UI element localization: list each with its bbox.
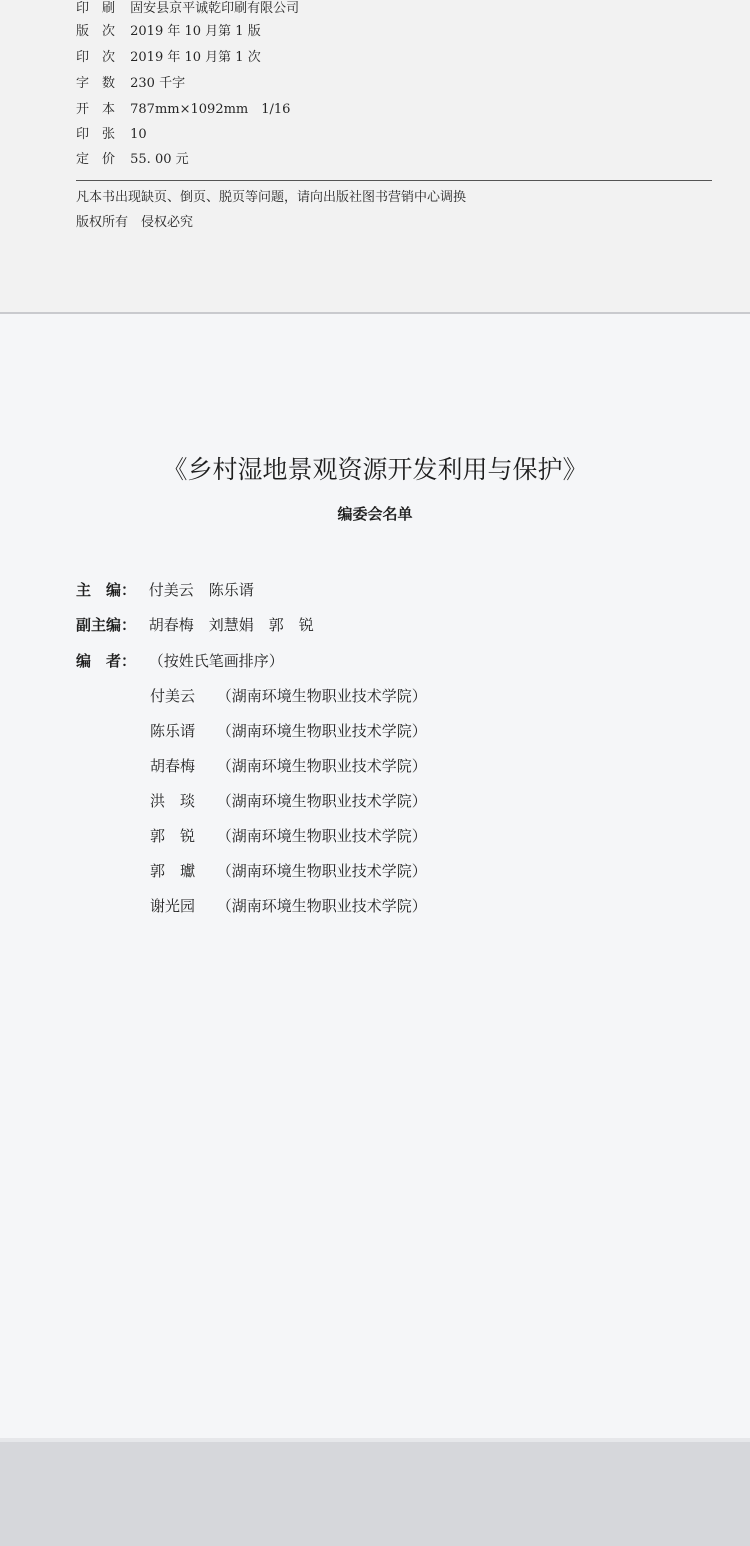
member-name: 谢光园 xyxy=(150,897,196,915)
member-name: 付美云 xyxy=(150,687,196,705)
committee-subtitle: 编委会名单 xyxy=(337,505,413,523)
member-name: 郭 瓛 xyxy=(150,862,196,880)
member-affiliation: （湖南环境生物职业技术学院） xyxy=(216,862,427,880)
role-value: （按姓氏笔画排序） xyxy=(148,652,284,670)
cip-label: 开 本 xyxy=(76,102,116,117)
cip-value: 2019 年 10 月第 1 次 xyxy=(130,50,261,65)
cip-row-printer xyxy=(76,0,299,18)
role-value: 胡春梅 刘慧娟 郭 锐 xyxy=(148,616,314,634)
cip-label: 印 张 xyxy=(76,127,116,142)
cip-row-impression xyxy=(76,49,261,67)
list-item xyxy=(150,684,427,708)
editors-row xyxy=(76,649,284,673)
member-affiliation: （湖南环境生物职业技术学院） xyxy=(216,792,427,810)
replacement-notice: 凡本书出现缺页、倒页、脱页等问题，请向出版社图书营销中心调换 xyxy=(76,190,467,205)
book-title: 《乡村湿地景观资源开发利用与保护》 xyxy=(162,455,588,484)
cip-label: 字 数 xyxy=(76,76,116,91)
cip-row-edition xyxy=(76,23,261,41)
cip-value: 787mm×1092mm 1/16 xyxy=(130,102,291,117)
cip-row-sheets xyxy=(76,126,147,144)
list-item xyxy=(150,719,427,743)
member-name: 胡春梅 xyxy=(150,757,196,775)
divider xyxy=(76,180,712,181)
member-affiliation: （湖南环境生物职业技术学院） xyxy=(216,722,427,740)
member-name: 郭 锐 xyxy=(150,827,196,845)
member-affiliation: （湖南环境生物职业技术学院） xyxy=(216,827,427,845)
cip-value: 2019 年 10 月第 1 版 xyxy=(130,24,261,39)
role-label: 主 编： xyxy=(76,581,137,599)
member-affiliation: （湖南环境生物职业技术学院） xyxy=(216,897,427,915)
cip-value: 230 千字 xyxy=(130,76,186,91)
member-name: 陈乐谞 xyxy=(150,722,196,740)
role-value: 付美云 陈乐谞 xyxy=(148,581,254,599)
cip-value: 55. 00 元 xyxy=(130,152,189,167)
page-edge xyxy=(0,1438,750,1546)
cip-value: 10 xyxy=(130,127,147,142)
cip-label: 定 价 xyxy=(76,152,116,167)
deputy-editor-row xyxy=(76,613,314,637)
cip-label: 印 次 xyxy=(76,50,116,65)
cip-label: 版 次 xyxy=(76,24,116,39)
page-edge-highlight xyxy=(0,1438,750,1442)
copyright-notice: 版权所有 侵权必究 xyxy=(76,215,194,230)
member-name: 洪 琰 xyxy=(150,792,196,810)
list-item xyxy=(150,789,427,813)
cip-row-format xyxy=(76,101,290,119)
copyright-page xyxy=(0,0,750,312)
cip-value: 固安县京平诚乾印刷有限公司 xyxy=(130,1,300,16)
cip-label: 印 刷 xyxy=(76,1,116,16)
list-item xyxy=(150,894,427,918)
chief-editor-row xyxy=(76,578,254,602)
cip-row-word-count xyxy=(76,75,185,93)
list-item xyxy=(150,859,427,883)
role-label: 副主编： xyxy=(76,616,137,634)
list-item xyxy=(150,754,427,778)
member-affiliation: （湖南环境生物职业技术学院） xyxy=(216,687,427,705)
role-label: 编 者： xyxy=(76,652,137,670)
member-affiliation: （湖南环境生物职业技术学院） xyxy=(216,757,427,775)
list-item xyxy=(150,824,427,848)
cip-row-price xyxy=(76,151,189,169)
